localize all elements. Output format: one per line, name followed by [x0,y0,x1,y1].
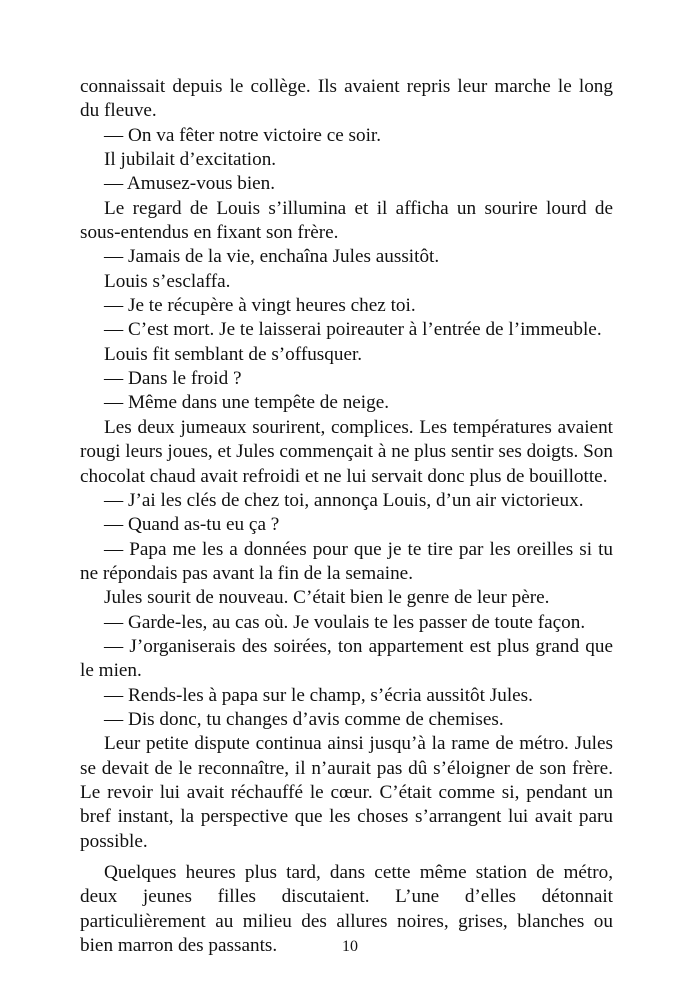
paragraph: Louis fit semblant de s’offusquer. [104,343,363,365]
paragraph: Quelques heures plus tard, dans cette même station de métro, deux jeunes filles discutaient. L’une d’elles détonnait particulièrement au milieu des allures noires, grises, blanches ou bien marron des passants. [80,862,613,957]
paragraph: — C’est mort. Je te laisserai poireauter à l’entrée de l’immeuble. [104,319,602,341]
paragraph: — Dis donc, tu changes d’avis comme de chemises. [104,708,504,730]
paragraph: — J’organiserais des soirées, ton appartement est plus grand que le mien. [80,635,613,682]
page-body-text [80,75,613,958]
paragraph: — Même dans une tempête de neige. [104,392,390,414]
paragraph: — Jamais de la vie, enchaîna Jules aussitôt. [104,246,440,268]
paragraph: Les deux jumeaux sourirent, complices. Les températures avaient rougi leurs joues, et Jules commençait à ne plus sentir ses doigts. Son chocolat chaud avait refroidi et ne lui servait donc plus de bouillotte. [80,416,613,487]
paragraph: — Amusez-vous bien. [104,173,276,195]
paragraph: Jules sourit de nouveau. C’était bien le genre de leur père. [104,587,550,609]
paragraph: — Je te récupère à vingt heures chez toi. [104,295,416,317]
paragraph: — Garde-les, au cas où. Je voulais te les passer de toute façon. [104,611,586,633]
paragraph: — Papa me les a données pour que je te tire par les oreilles si tu ne répondais pas avant la fin de la semaine. [80,538,613,584]
paragraph: — J’ai les clés de chez toi, annonça Louis, d’un air victorieux. [104,489,584,511]
page-number: 10 [342,938,358,955]
paragraph: — Rends-les à papa sur le champ, s’écria aussitôt Jules. [104,684,533,706]
paragraph: Louis s’esclaffa. [104,270,231,292]
paragraph: Le regard de Louis s’illumina et il afficha un sourire lourd de sous-entendus en fixant son frère. [80,197,613,244]
paragraph: Il jubilait d’excitation. [104,149,277,171]
paragraph: Leur petite dispute continua ainsi jusqu’à la rame de métro. Jules se devait de le reconnaître, il n’aurait pas dû s’éloigner de son frère. Le revoir lui avait réchauffé le cœur. C’était comme si, pendant un bref instant, la perspective que les choses s’arrangent lui avait paru possible. [80,733,613,852]
paragraph: — On va fêter notre victoire ce soir. [104,124,382,146]
paragraph: connaissait depuis le collège. Ils avaient repris leur marche le long du fleuve. [80,76,613,122]
paragraph: — Quand as-tu eu ça ? [104,514,280,536]
paragraph: — Dans le froid ? [104,368,242,390]
